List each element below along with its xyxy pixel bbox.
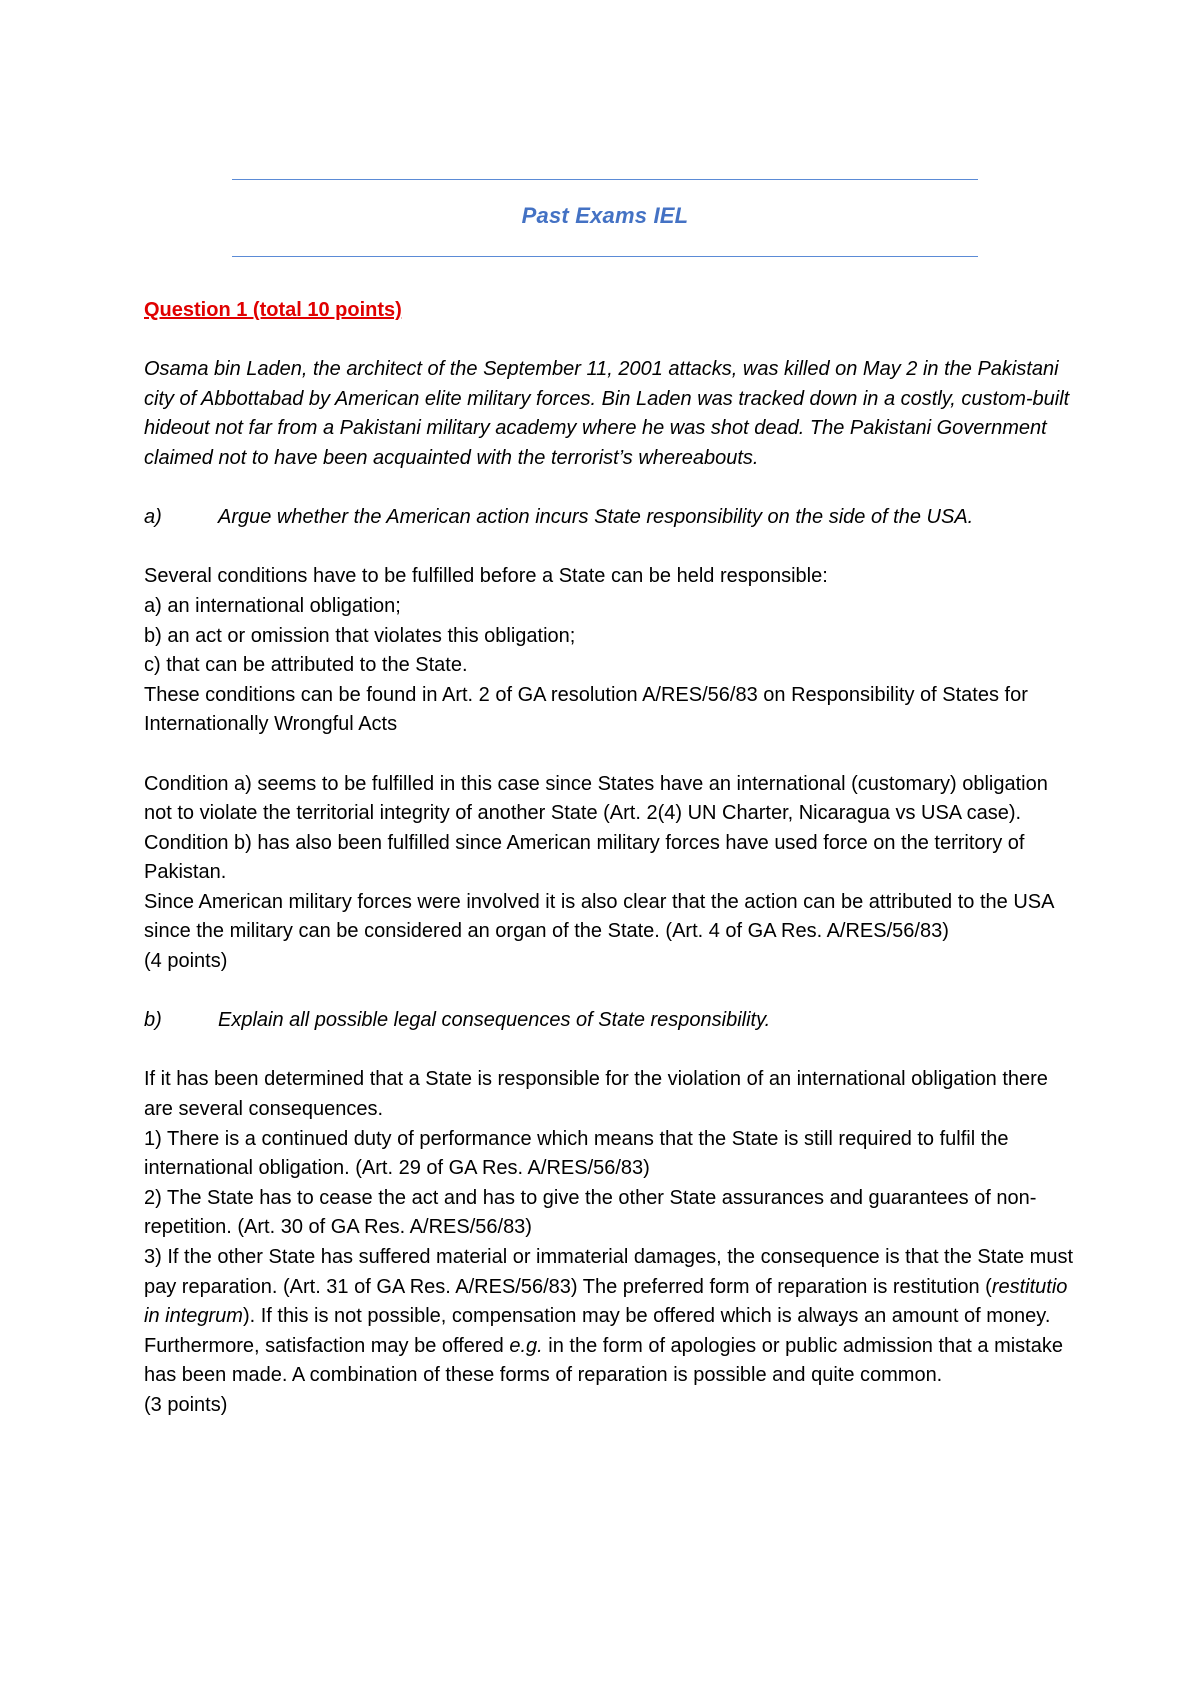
part-b-consequence-1: 1) There is a continued duty of performance which means that the State is still required to fulfil the international obligation. (Art. 29 of GA Res. A/RES/56/83) bbox=[144, 1127, 1009, 1180]
part-a-answer-line: Several conditions have to be fulfilled before a State can be held responsible: bbox=[144, 565, 828, 588]
part-a-question bbox=[144, 503, 1074, 533]
question-1-scenario: Osama bin Laden, the architect of the September 11, 2001 attacks, was killed on May 2 in the Pakistani city of Abbottabad by American elite military forces. Bin Laden was tracked down in a costly, custom-built hideout not far from a Pakistani military academy where he was shot dead. The Pakistani Government claimed not to have been acquainted with the terrorist’s whereabouts. bbox=[144, 358, 1070, 469]
part-a-answer-line: b) an act or omission that violates this obligation; bbox=[144, 624, 576, 647]
consequence-3-text: ). If this is not possible, compensation may be offered which is always an amount of money. Furthermore, satisfaction may be offered bbox=[144, 1305, 1051, 1357]
part-b-question-text: Explain all possible legal consequences of State responsibility. bbox=[218, 1009, 771, 1032]
part-a-question-text: Argue whether the American action incurs State responsibility on the side of the USA. bbox=[218, 506, 974, 529]
question-1-heading: Question 1 (total 10 points) bbox=[144, 299, 402, 321]
part-b-question bbox=[144, 1006, 1074, 1036]
part-a-analysis-line: Condition b) has also been fulfilled since American military forces have used force on the territory of Pakistan. bbox=[144, 831, 1025, 884]
page-title: Past Exams IEL bbox=[521, 203, 689, 228]
part-a-analysis-line: Since American military forces were involved it is also clear that the action can be attributed to the USA since the military can be considered an organ of the State. (Art. 4 of GA Res. A/RES/56/83) bbox=[144, 890, 1054, 943]
part-b-points: (3 points) bbox=[144, 1393, 228, 1416]
title-bottom-rule bbox=[232, 256, 978, 257]
latin-term: restitutio in integrum bbox=[144, 1275, 1068, 1328]
part-a-points: (4 points) bbox=[144, 950, 228, 973]
part-b-intro: If it has been determined that a State is responsible for the violation of an international obligation there are several consequences. bbox=[144, 1068, 1048, 1121]
eg-abbreviation: e.g. bbox=[509, 1334, 543, 1357]
consequence-3-text: in the form of apologies or public admission that a mistake has been made. A combination of these forms of reparation is possible and quite common. bbox=[144, 1334, 1063, 1387]
consequence-3-text: 3) If the other State has suffered material or immaterial damages, the consequence is that the State must pay reparation. (Art. 31 of GA Res. A/RES/56/83) The preferred form of reparation is restitution ( bbox=[144, 1246, 1074, 1298]
part-a-answer-line: a) an international obligation; bbox=[144, 594, 401, 617]
part-a-analysis-line: Condition a) seems to be fulfilled in this case since States have an international (customary) obligation not to violate the territorial integrity of another State (Art. 2(4) UN Charter, Nicaragua vs USA case). bbox=[144, 772, 1048, 825]
part-b-consequence-3 bbox=[144, 1243, 1074, 1391]
part-b-label: b) bbox=[144, 1009, 162, 1032]
document-body bbox=[144, 296, 1074, 1421]
part-a-answer-line: c) that can be attributed to the State. bbox=[144, 654, 468, 677]
part-b-consequence-2: 2) The State has to cease the act and has to give the other State assurances and guarantees of non-repetition. (Art. 30 of GA Res. A/RES/56/83) bbox=[144, 1186, 1037, 1239]
part-a-answer-line: These conditions can be found in Art. 2 of GA resolution A/RES/56/83 on Responsibility of States for Internationally Wrongful Acts bbox=[144, 683, 1028, 736]
title-top-rule bbox=[232, 179, 978, 180]
part-a-label: a) bbox=[144, 506, 162, 529]
